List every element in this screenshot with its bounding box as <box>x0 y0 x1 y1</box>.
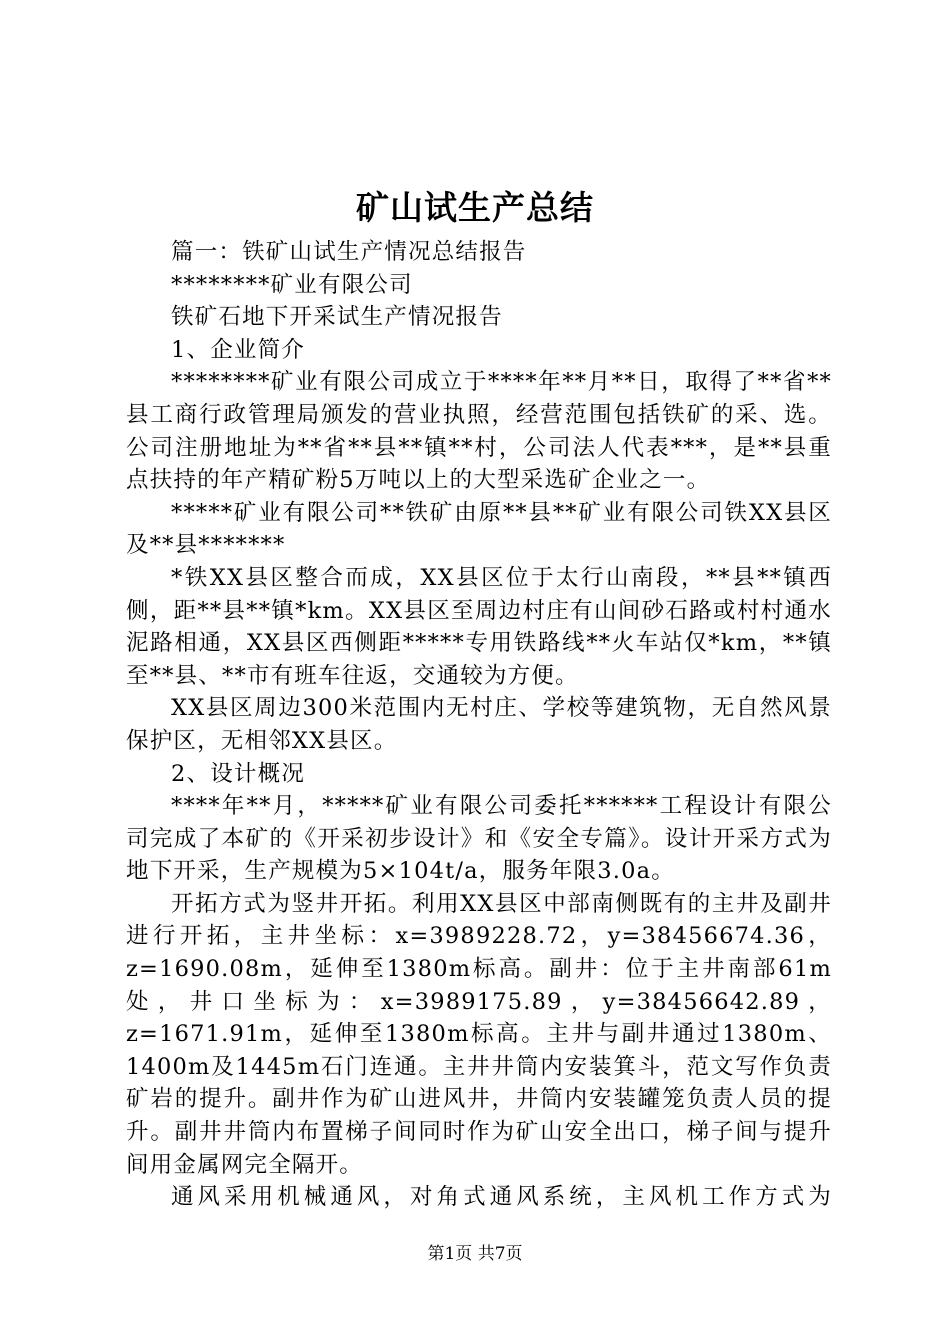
paragraph-company-name: ********矿业有限公司 <box>171 271 413 298</box>
paragraph-surroundings: XX县区周边300米范围内无村庄、学校等建筑物，无自然风景保护区，无相邻XX县区。 <box>126 695 832 754</box>
section-heading-design-overview: 2、设计概况 <box>171 760 306 787</box>
section-heading-company-intro: 1、企业简介 <box>171 336 306 363</box>
paragraph-heading-article: 篇一：铁矿山试生产情况总结报告 <box>171 239 527 265</box>
paragraph-company-intro: ********矿业有限公司成立于****年**月**日，取得了**省**县工商行政管理局颁发的营业执照，经营范围包括铁矿的采、选。公司注册地址为**省**县**镇**村，公司法人代表***，是**县重点扶持的年产精矿粉5万吨以上的大型采选矿企业之一。 <box>126 369 832 494</box>
document-body <box>126 236 832 1214</box>
page-number-footer: 第1页 共7页 <box>427 1244 523 1264</box>
paragraph-report-title: 铁矿石地下开采试生产情况报告 <box>171 304 503 331</box>
paragraph-design-overview: ****年**月，*****矿业有限公司委托******工程设计有限公司完成了本矿的《开采初步设计》和《安全专篇》。设计开采方式为地下开采，生产规模为5×104t/a，服务年限3.0a。 <box>126 793 832 885</box>
paragraph-mine-location: *铁XX县区整合而成，XX县区位于太行山南段，**县**镇西侧，距**县**镇*km。XX县区至周边村庄有山间砂石路或村村通水泥路相通，XX县区西侧距*****专用铁路线**火车站仅*km，**镇至**县、**市有班车往返，交通较为方便。 <box>126 564 832 689</box>
paragraph-mine-origin: *****矿业有限公司**铁矿由原**县**矿业有限公司铁XX县区及**县******* <box>126 499 832 559</box>
document-title: 矿山试生产总结 <box>356 188 594 227</box>
paragraph-ventilation: 通风采用机械通风，对角式通风系统，主风机工作方式为 <box>171 1184 832 1211</box>
paragraph-development-method: 开拓方式为竖井开拓。利用XX县区中部南侧既有的主井及副井进行开拓，主井坐标：x=3989228.72，y=38456674.36，z=1690.08m，延伸至1380m标高。副井：位于主井南部61m处，井口坐标为：x=3989175.89，y=38456642.89，z=1671.91m，延伸至1380m标高。主井与副井通过1380m、1400m及1445m石门连通。主井井筒内安装箕斗，范文写作负责矿岩的提升。副井作为矿山进风井，井筒内安装罐笼负责人员的提升。副井井筒内布置梯子间同时作为矿山安全出口，梯子间与提升间用金属网完全隔开。 <box>126 890 832 1178</box>
